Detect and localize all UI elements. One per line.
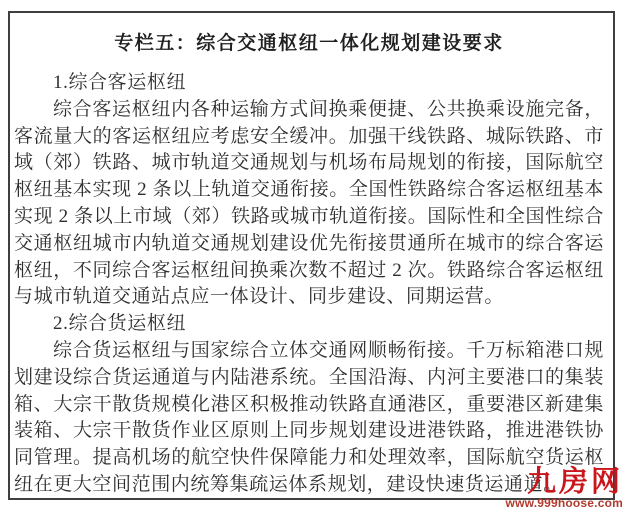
- panel-title: 专栏五：综合交通枢纽一体化规划建设要求: [114, 33, 504, 54]
- section-heading-freight: 2.综合货运枢纽: [53, 313, 187, 335]
- watermark-url: www.999hoose.com: [505, 496, 623, 510]
- column-five-panel: [8, 11, 615, 500]
- section-passenger-hub: [14, 70, 604, 311]
- section-heading-passenger: 1.综合客运枢纽: [53, 72, 187, 93]
- watermark-logo: 九房网: [526, 466, 623, 498]
- watermark: [506, 468, 623, 509]
- section-body-freight: 综合货运枢纽与国家综合立体交通网顺畅衔接。千万标箱港口规划建设综合货运通道与内陆港系统。全国沿海、内河主要港口的集装箱、大宗干散货规模化港区积极推动铁路直通港区，重要港区新建集装箱、大宗干散货作业区原则上同步规划建设进港铁路，推进港铁协同管理。提高机场的航空快件保障能力和处理效率，国际航空货运枢纽在更大空间范围内统筹集疏运体系规划，建设快速货运通道。: [14, 339, 604, 495]
- section-body-passenger: 综合客运枢纽内各种运输方式间换乘便捷、公共换乘设施完备，客流量大的客运枢纽应考虑安全缓冲。加强干线铁路、城际铁路、市域（郊）铁路、城市轨道交通规划与机场布局规划的衔接，国际航空枢纽基本实现 2 条以上轨道交通衔接。全国性铁路综合客运枢纽基本实现 2 条以上市域（郊）铁路或城市轨道衔接。国际性和全国性综合交通枢纽城市内轨道交通规划建设优先衔接贯通所在城市的综合客运枢纽，不同综合客运枢纽间换乘次数不超过 2 次。铁路综合客运枢纽与城市轨道交通站点应一体设计、同步建设、同期运营。: [14, 98, 604, 308]
